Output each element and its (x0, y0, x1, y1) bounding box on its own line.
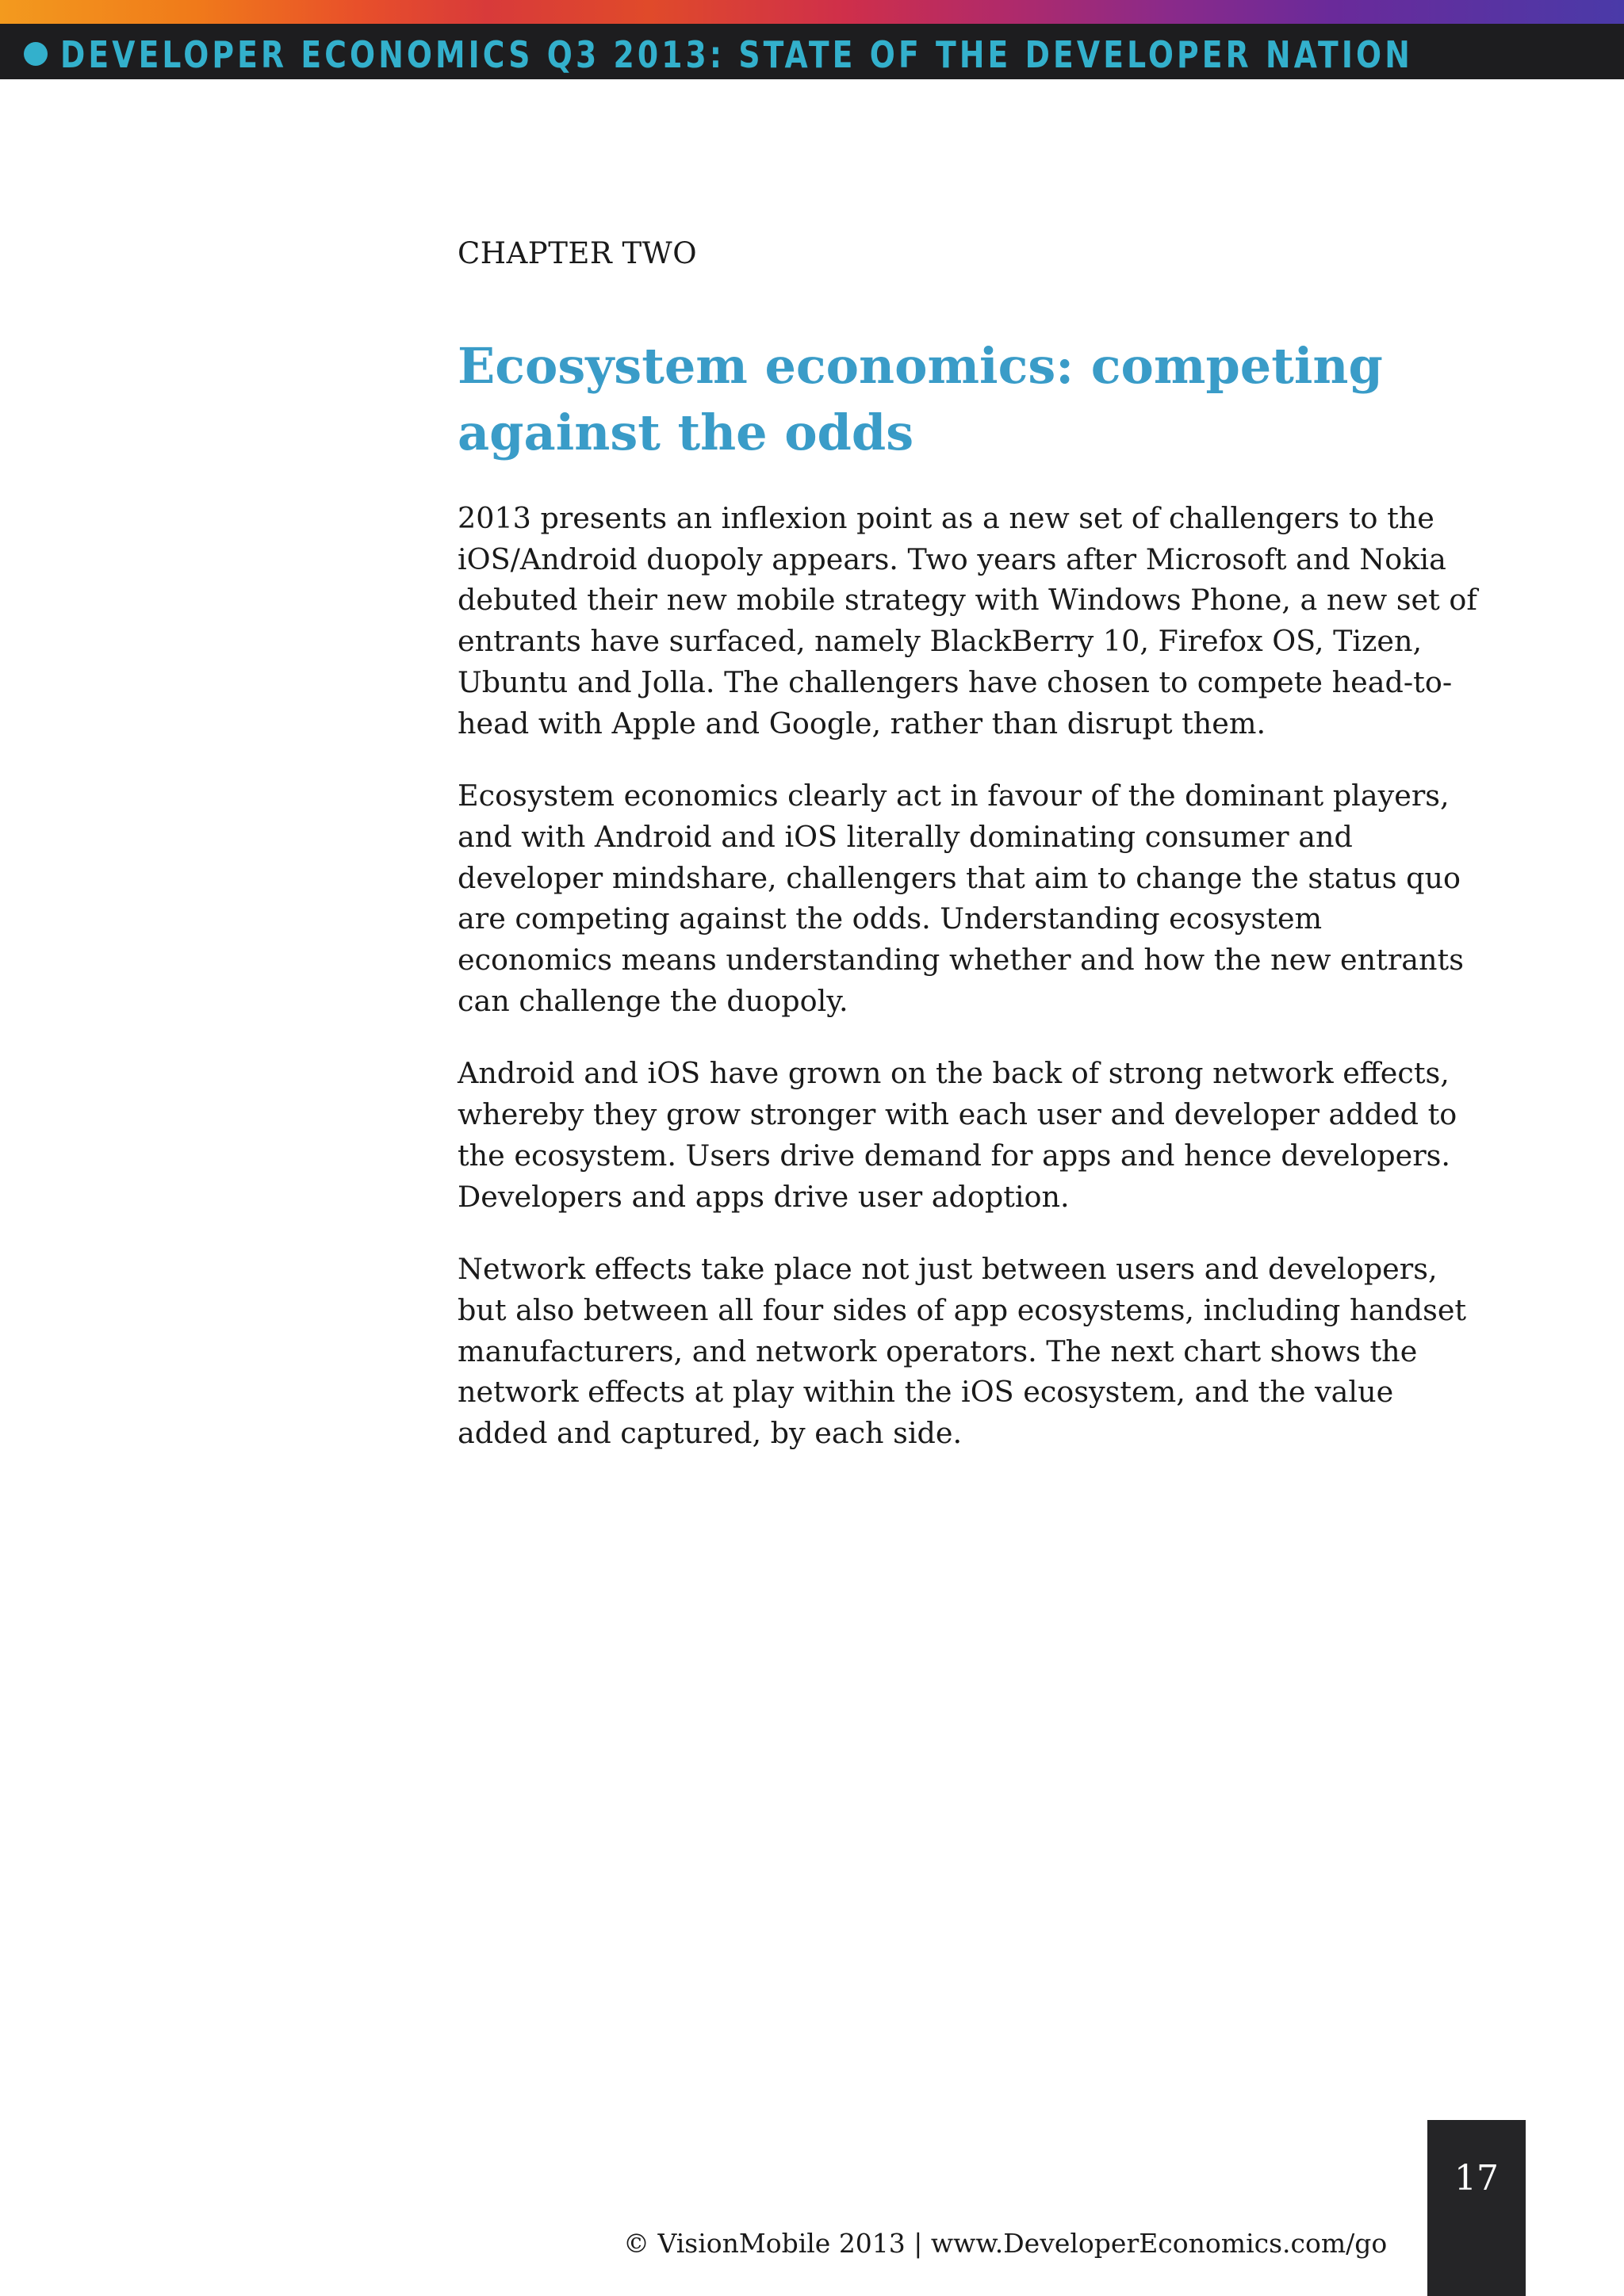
header-bullet-icon (24, 42, 48, 66)
page-number-box (1427, 2120, 1526, 2296)
page-number: 17 (1454, 2158, 1499, 2198)
paragraph: Android and iOS have grown on the back of strong network effects, whereby they grow stronger with each user and developer added to the ecosystem. Users drive demand for apps and hence developers. Developers and apps drive user adoption. (458, 1056, 1457, 1214)
footer-copyright: © VisionMobile 2013 | www.DeveloperEconomics.com/go (623, 2228, 1388, 2259)
body-text (458, 498, 1480, 1486)
page-title: Ecosystem economics: competing against the odds (458, 337, 1383, 461)
chapter-label: CHAPTER TWO (458, 236, 698, 270)
header-color-stripe (0, 0, 1624, 24)
header-title: DEVELOPER ECONOMICS Q3 2013: STATE OF THE DEVELOPER NATION (60, 33, 1413, 76)
paragraph: Ecosystem economics clearly act in favour of the dominant players, and with Android and iOS literally dominating consumer and developer mindshare, challengers that aim to change the status quo are competing against the odds. Understanding ecosystem economics means understanding whether and how the new entrants can challenge the duopoly. (458, 779, 1464, 1018)
paragraph: 2013 presents an inflexion point as a new set of challengers to the iOS/Android duopoly appears. Two years after Microsoft and Nokia debuted their new mobile strategy with Windows Phone, a new set of entrants have surfaced, namely BlackBerry 10, Firefox OS, Tizen, Ubuntu and Jolla. The challengers have chosen to compete head-to-head with Apple and Google, rather than disrupt them. (458, 501, 1477, 740)
page-content (458, 230, 1480, 1451)
paragraph: Network effects take place not just between users and developers, but also between all four sides of app ecosystems, including handset manufacturers, and network operators. The next chart shows the network effects at play within the iOS ecosystem, and the value added and captured, by each side. (458, 1252, 1467, 1451)
